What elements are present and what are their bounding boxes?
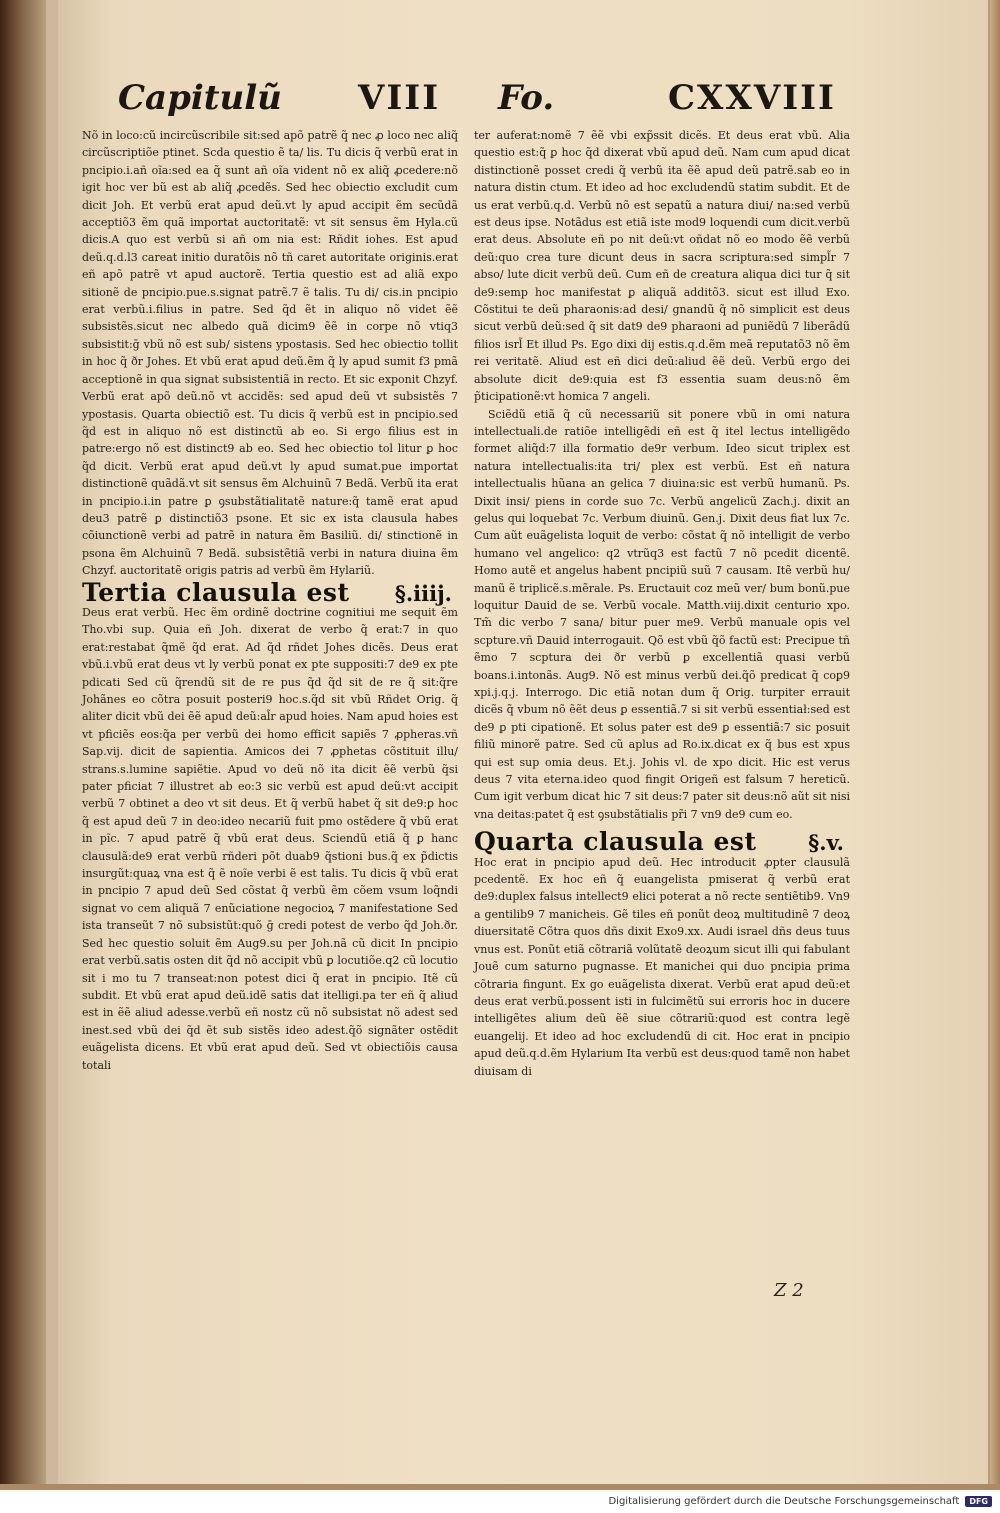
funding-credit: Digitalisierung gefördert durch die Deutsche Forschungsgemeinschaft xyxy=(608,1496,960,1507)
left-paragraph-2: Deus erat verbũ. Hec ẽm ordinẽ doctrine cognitiui me sequit ẽm Tho.vbi sup. Quia eñ Joh. dixerat de verbo q̃ erat:7 in quo erat:restabat q̃mẽ q̃d erat. Ad q̃d rñdet Johes dicẽs. Deus erat vbũ.i.vbũ erat deus vt ly verbũ ponat ex pte suppositi:7 de9 ex pte pdicati Sed cũ q̃rendũ sit de re pus q̃d q̃d sit de re q̃ sit:q̃re Johãnes eo cõtra posuit posteri9 hoc.s.q̃d sit vbũ Rñdet Orig. q̃ aliter dicit vbũ dei ẽẽ apud deũ:al̃r apud hoies. Nam apud hoies est vt pficiẽs eos:q̃a per verbũ dei homo efficit sapiẽs 7 ꝓpheras.vñ Sap.vij. dicit de sapientia. Amicos dei 7 ꝓphetas cõstituit illu/ strans.s.lumine sapiẽtie. Apud vo deũ nõ ita dicit ẽẽ verbũ q̃si pater pficiat 7 illustret ab eo:3 sic verbũ est apud deũ:vt accipit verbũ 7 obtinet a deo vt sit deus. Et q̃ verbũ habet q̃ sit de9:ꝑ hoc q̃ est apud deũ 7 in deo:ideo necariũ fuit pmo ostẽdere q̃ vbũ erat in pĩc. 7 apud patrẽ q̃ vbũ erat deus. Sciendũ etiã q̃ ꝑ hanc clausulã:de9 erat verbũ rñderi põt duab9 q̃stioni bus.q̃ ex p̃dictis insurgũt:quaꝝ vna est q̃ ẽ noĩe verbi ẽ est talis. Tu dicis q̃ vbũ erat in pncipio 7 apud deũ Sed cõstat q̃ verbũ ẽm cõem vsum loq̃ndi signat vo cem aliquã 7 enũciatione negocioꝝ 7 manifestatione Sed ista transeũt 7 nõ subsistũt:quõ ḡ credi potest de verbo q̃d Joh.ðr. Sed hec questio soluit ẽm Aug9.su per Joh.nã cũ dicit In pncipio erat verbũ.satis osten dit q̃d nõ accipit vbũ ꝑ locutiõe.q2 cũ locutio sit i mo tu 7 transeat:non potest dici q̃ erat in pncipio. Itẽ cũ subdit. Et vbũ erat apud deũ.idẽ satis dat itelligi.pa ter eñ q̃ aliud est in ẽẽ aliud adesse.verbũ eñ nostz cũ nõ subsistat nõ adest sed inest.sed vbũ dei q̃d ẽt sub sistẽs ideo adest.q̃õ signãter ostẽdit euãgelista dicens. Et vbũ erat apud deũ. Sed vt obiectiõis causa totali xyxy=(82,605,458,1072)
chapter-number: VIII xyxy=(358,78,441,118)
dfg-logo-icon: DFG xyxy=(965,1496,992,1507)
section-heading-row-4 xyxy=(474,827,850,857)
running-head: Capitulũ xyxy=(118,78,282,118)
section-heading-4: Quarta clausula est xyxy=(474,827,757,857)
left-paragraph-1: Nõ in loco:cũ incircũscribile sit:sed apõ patrẽ q̃ nec ꝓ loco nec aliq̃ circũscriptiõe ptinet. Scda questio ẽ ta/ lis. Tu dicis q̃ verbũ erat in pncipio.i.añ oĩa:sed ea q̃ sunt añ oĩa vident nõ ex aliq̃ ꝓcedere:nõ igit hoc ver bũ est ab aliq̃ ꝓcedẽs. Sed hec obiectio excludit cum dicit Joh. Et verbũ erat apud deũ.vt ly apud accipit ẽm secũdã acceptiõ3 ẽm quã importat auctoritatẽ: vt sit sensus ẽm Hyla.cũ dicis.A quo est verbũ si añ om nia est: Rñdit iohes. Est apud deũ.q.d.l3 careat initio duratõis nõ tñ caret autoritate originis.erat eñ apõ patrẽ vt apud auctorẽ. Tertia questio est ad aliã expo sitionẽ de pncipio.pue.s.signat patrẽ.7 ẽ talis. Tu di/ cis.in pncipio erat verbũ.i.filius in patre. Sed q̃d ẽt in aliquo nõ videt ẽẽ subsistẽs.sicut nec albedo quã dicim9 ẽẽ in corpe nõ vtiq3 subsistit:ḡ vbũ nõ est sub/ sistens ypostasis. Sed hec obiectio tollit in hoc q̃ ðr Johes. Et vbũ erat apud deũ.ẽm q̃ ly apud sumit f3 pmã acceptionẽ in qua signat subsistentiã in recto. Et sic exponit Chzyf. Verbũ erat apõ deũ.nõ vt accidẽs: sed apud deũ vt subsistẽs 7 ypostasis. Quarta obiectiõ est. Tu dicis q̃ verbũ est in pncipio.sed q̃d est in aliquo nõ est distinctũ ab eo. Si ergo filius est in patre:ergo nõ est distinct9 ab eo. Sed hec obiectio tol litur ꝑ hoc q̃d dicit. Verbũ erat apud deũ.vt ly apud sumat.pue importat distinctionẽ quãdã.vt sit sensus ẽm Alchuinũ 7 Bedã. Verbũ ita erat in pncipio.i.in patre ꝑ ꝯsubstãtialitatẽ nature:q̃ tamẽ erat apud deu3 patrẽ ꝑ distinctiõ3 psone. Et sic ex ista clausula habes cõiunctionẽ verbi ad patrẽ in natura ẽm Basiliũ. di/ stinctionẽ in psona ẽm Alchuinũ 7 Bedã. subsistẽtiã verbi in natura diuina ẽm Chzyf. auctoritatẽ origis patris ad verbũ ẽm Hylariũ. xyxy=(82,129,458,578)
right-paragraph-2: Sciẽdũ etiã q̃ cũ necessariũ sit ponere vbũ in omi natura intellectuali.de ratiõe intelligẽdi eñ est q̃ itel lectus intelligẽdo formet aliq̃d:7 illa formatio de9r verbum. Ideo sicut triplex est natura intellectualis:ita tri/ plex est verbũ. Est eñ natura intellectualis hũana an gelica 7 diuina:sic est verbũ humanũ. Ps. Dixit insi/ piens in corde suo 7c. Verbũ angelicũ Zach.j. dixit an gelus qui loquebat 7c. Verbum diuinũ. Gen.j. Dixit deus fiat lux 7c. Cum aũt euãgelista loquit de verbo: cõstat q̃ nõ intelligit de verbo humano vel angelico: q2 vtrũq3 est factũ 7 nõ pcedit dicentẽ. Homo autẽ et angelus habent pncipiũ suũ 7 causam. Itẽ verbũ hu/ manũ ẽ triplicẽ.s.mẽrale. Ps. Eructauit coz meũ ver/ bum bonũ.pue loquitur Dauid de se. Verbũ vocale. Matth.viij.dixit centurio xpo. Tm̃ dic verbo 7 sana/ bitur puer me9. Verbũ manuale opis vel scpture.vñ Dauid interrogauit. Qõ est vbũ q̃õ factũ est: Precipue tñ ẽmo 7 scptura dei ðr verbũ ꝑ excellentiã quasi verbũ boans.i.intonãs. Aug9. Nõ est minus verbũ dei.q̃õ predicat q̃ coꝑ9 xpi.j.q.j. Interrogo. Dic etiã notan dum q̃ Orig. turpiter errauit dicẽs q̃ vbum nõ ẽẽt deus ꝑ essentiã.7 si sit verbũ essentiał:sed est de9 ꝑ pti cipationẽ. Et solus pater est de9 ꝑ essentiã:7 sic posuit filiũ minorẽ patre. Sed cũ aplus ad Ro.ix.dicat ex q̃ bus est xpus qui est sup omia deus. Et.j. Johis vl. de xpo dicit. Hic est verus deus 7 vita eterna.ideo quod fingit Origeñ est falsum 7 hereticũ. Cum igit verbum dicat hic 7 sit deus:7 pater sit deus:nõ aũt sit nisi vna deitas:patet q̃ est ꝯsubstãtialis pr̃i 7 vn9 de9 cum eo. xyxy=(474,407,850,821)
folio-number: CXXVIII xyxy=(668,78,836,118)
left-column xyxy=(82,127,458,1074)
signature-mark: Z 2 xyxy=(774,1280,804,1301)
section-heading-3: Tertia clausula est xyxy=(82,577,350,607)
section-heading-row-3 xyxy=(82,577,458,607)
right-paragraph-3: Hoc erat in pncipio apud deũ. Hec introducit ꝓpter clausulã pcedentẽ. Ex hoc eñ q̃ euangelista pmiserat q̃ verbũ erat de9:duplex falsus intellect9 elici poterat a nõ recte sentiẽtib9. Vn9 a gentilib9 7 manicheis. Gẽ tiles eñ ponũt deoꝝ multitudinẽ 7 deoꝝ diuersitatẽ Cõtra quos dñs dixit Exo9.xx. Audi israel dñs deus tuus vnus est. Ponũt etiã cõtrariã volũtatẽ deoꝝum sicut illi qui fabulant Jouẽ cum saturno pugnasse. Et manichei qui duo pncipia prima cõtraria fingunt. Ex go euãgelista dixerat. Verbũ erat apud deũ:et deus erat verbũ.possent isti in fulcimẽtũ sui erroris hoc in ducere intelligẽtes alium deũ ẽẽ siue cõtrariũ:quod est contra legẽ euangelij. Et ideo ad hoc excludendũ di cit. Hoc erat in pncipio apud deũ.q.d.ẽm Hylarium Ita verbũ est deus:quod tamẽ non habet diuisam di xyxy=(474,855,850,1078)
section-mark-3: §.iiij. xyxy=(394,580,452,606)
book-page xyxy=(58,0,991,1484)
binding-edge xyxy=(0,0,46,1490)
section-mark-4: §.v. xyxy=(808,830,844,856)
folio-label: Fo. xyxy=(498,78,555,118)
right-column xyxy=(474,127,850,1080)
right-paragraph-1: ter auferat:nomẽ 7 ẽẽ vbi exp̃ssit dicẽs. Et deus erat vbũ. Alia questio est:q̃ ꝑ hoc q̃d dixerat vbũ apud deũ. Nam cum apud dicat distinctionẽ posset credi q̃ verbũ ita ẽẽ apud deũ patrẽ.sab eo in natura distin ctum. Et ideo ad hoc excludendũ statim subdit. Et de us erat verbũ.q.d. Verbũ nõ est sepatũ a natura diui/ na:sed verbũ est deus ipse. Notãdus est etiã iste mod9 loquendi cum dicit.verbũ erat deus. Absolute eñ po nit deũ:vt oñdat nõ eo modo ẽẽ verbũ deũ:quo crea ture dicunt deus in sacra scriptura:sed simpl̃r 7 abso/ lute dicit verbũ deũ. Cum eñ de creatura aliqua dici tur q̃ sit de9:semp hoc manifestat ꝑ aliquã additõ3. sicut est illud Exo. Cõstitui te deũ pharaonis:ad desi/ gnandũ q̃ nõ simplicit est deus sicut verbũ deũ:sed q̃ sit dat9 de9 pharaoni ad puniẽdũ 7 liberãdũ filios isrl̃ Et illud Ps. Ego dixi dij estis.q.d.ẽm meã reputatõ3 nõ ẽm rei veritatẽ. Aliud est eñ dici deũ:aliud ẽẽ deũ. Verbũ ergo dei absolute dicit de9:quia est f3 essentia suam deus:nõ ẽm p̃ticipationẽ:vt homica 7 angeli. xyxy=(474,129,850,404)
page-edge xyxy=(990,0,1000,1490)
footer-bar xyxy=(0,1490,1000,1513)
